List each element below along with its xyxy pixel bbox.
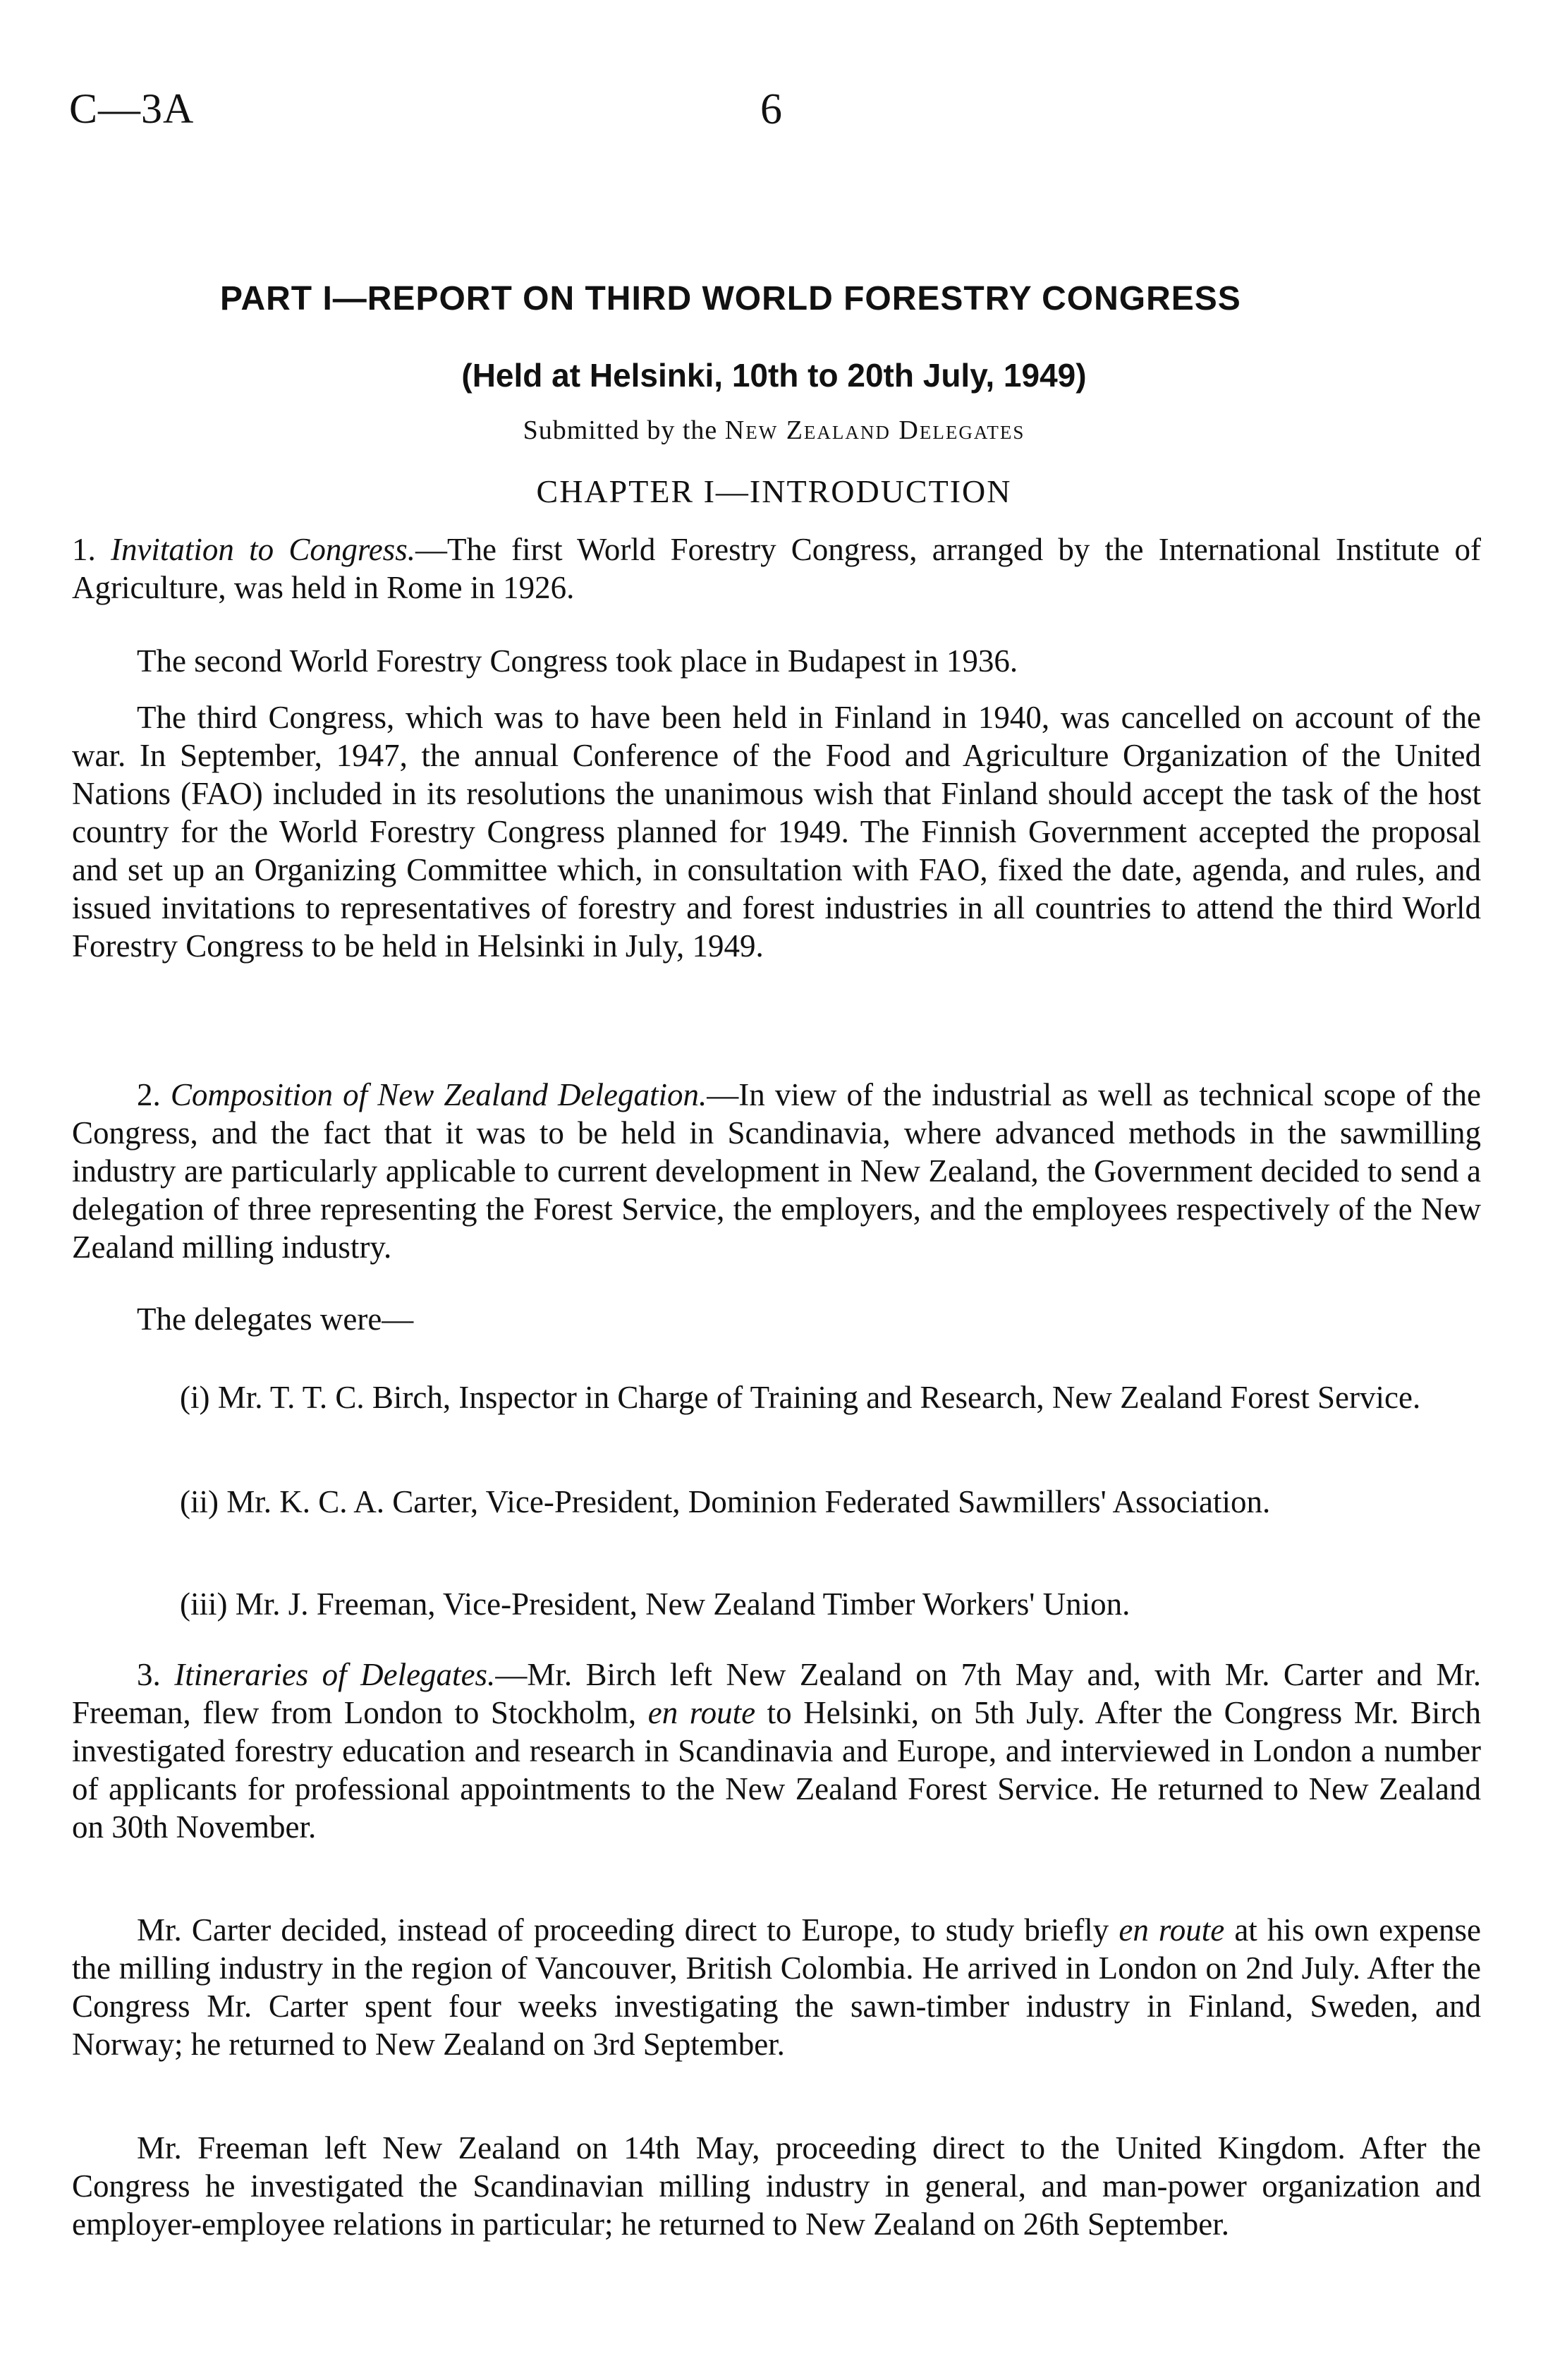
section-1-text: —The first World Forestry Congress, arranged by the International Institute of Agriculture, was held in Rome in 1926. — [72, 532, 1482, 605]
section-3-p2-text-b: at his own expense the milling industry in the region of Vancouver, British Colombia. He arrived in London on 2nd July. After the Congress Mr. Carter spent four weeks investigating the sawn-timber industry in Finland, Sweden, and Norway; he returned to New Zealand on 3rd September. — [72, 1912, 1482, 2062]
delegates-intro: The delegates were— — [137, 1301, 414, 1337]
section-2-number: 2. — [137, 1077, 171, 1112]
chapter-heading: CHAPTER I—INTRODUCTION — [536, 473, 1012, 509]
held-subtitle: (Held at Helsinki, 10th to 20th July, 1949) — [461, 357, 1087, 394]
section-3-paragraph-1 — [72, 1656, 1481, 1846]
delegate-item-3: (iii) Mr. J. Freeman, Vice-President, New Zealand Timber Workers' Union. — [180, 1586, 1130, 1622]
section-3-text-a: —Mr. Birch left New Zealand on 7th May and, with Mr. Carter and Mr. Freeman, flew from London to Stockholm, — [72, 1657, 1482, 1730]
section-3-p2-text-a: Mr. Carter decided, instead of proceeding direct to Europe, to study briefly — [137, 1912, 1119, 1948]
section-3-text-b: to Helsinki, on 5th July. After the Congress Mr. Birch investigated forestry education and research in Scandinavia and Europe, and interviewed in London a number of applicants for professional appointments to the New Zealand Forest Service. He returned to New Zealand on 30th November. — [72, 1695, 1481, 1845]
page-number: 6 — [760, 85, 782, 133]
section-1-paragraph-3: The third Congress, which was to have been held in Finland in 1940, was cancelled on account of the war. In September, 1947, the annual Conference of the Food and Agriculture Organization of the United Nations (FAO) included in its resolutions the unanimous wish that Finland should accept the task of the host country for the World Forestry Congress planned for 1949. The Finnish Government accepted the proposal and set up an Organizing Committee which, in consultation with FAO, fixed the date, agenda, and rules, and issued invitations to representatives of forestry and forest industries in all countries to attend the third World Forestry Congress to be held in Helsinki in July, 1949. — [72, 700, 1481, 964]
submitted-by: New Zealand Delegates — [724, 415, 1025, 445]
section-2-paragraph-1 — [72, 1076, 1481, 1266]
section-3-paragraph-3: Mr. Freeman left New Zealand on 14th May, proceeding direct to the United Kingdom. After the Congress he investigated the Scandinavian milling industry in general, and man-power organization and employer-employee relations in particular; he returned to New Zealand on 26th September. — [72, 2130, 1481, 2242]
section-2-text: —In view of the industrial as well as technical scope of the Congress, and the fact that it was to be held in Scandinavia, where advanced methods in the sawmilling industry are particularly applicable to current development in New Zealand, the Government decided to send a delegation of three representing the Forest Service, the employers, and the employees respectively of the New Zealand milling industry. — [72, 1077, 1482, 1265]
section-3-heading: Itineraries of Delegates. — [174, 1657, 496, 1692]
part-title: PART I—REPORT ON THIRD WORLD FORESTRY CONGRESS — [220, 280, 1241, 317]
section-1-number: 1. — [72, 532, 111, 567]
section-3-enroute-1: en route — [647, 1695, 756, 1730]
delegate-item-1: (i) Mr. T. T. C. Birch, Inspector in Charge of Training and Research, New Zealand Forest Service. — [180, 1380, 1421, 1415]
section-1-paragraph-1 — [72, 530, 1481, 607]
section-3-paragraph-2 — [72, 1911, 1481, 2063]
section-1-heading: Invitation to Congress. — [110, 532, 415, 567]
page-reference: C—3A — [69, 85, 195, 132]
submitted-prefix: Submitted by the — [523, 415, 725, 445]
section-3-enroute-2: en route — [1119, 1912, 1225, 1948]
submitted-by-line — [0, 415, 1548, 446]
delegate-item-2: (ii) Mr. K. C. A. Carter, Vice-President, Dominion Federated Sawmillers' Association. — [180, 1484, 1271, 1519]
section-2-heading: Composition of New Zealand Delegation. — [170, 1077, 707, 1112]
section-3-number: 3. — [137, 1657, 175, 1692]
section-1-paragraph-2: The second World Forestry Congress took place in Budapest in 1936. — [137, 643, 1018, 679]
